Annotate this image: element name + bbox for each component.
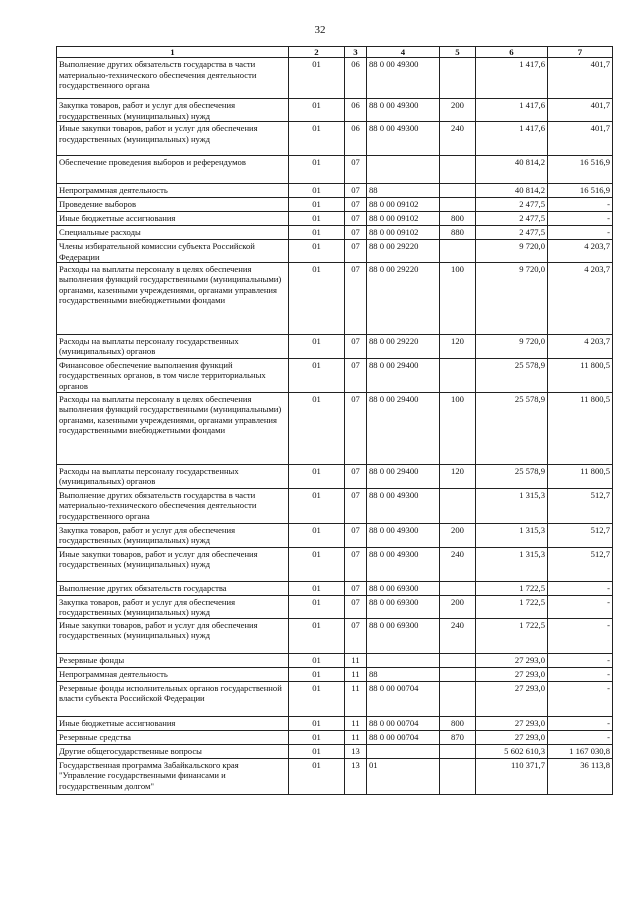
row-amount-1: 40 814,2 <box>476 184 548 198</box>
row-amount-1: 9 720,0 <box>476 335 548 359</box>
row-name: Расходы на выплаты персоналу государственных (муниципальных) органов <box>57 335 289 359</box>
row-name: Резервные фонды исполнительных органов государственной власти субъекта Российской Федерации <box>57 681 289 716</box>
row-target-article: 88 0 00 00704 <box>367 730 440 744</box>
row-expense-type <box>440 156 476 184</box>
row-podrazdel: 11 <box>345 716 367 730</box>
row-podrazdel: 07 <box>345 263 367 335</box>
table-row <box>57 716 613 730</box>
row-expense-type <box>440 582 476 596</box>
row-amount-2: - <box>548 653 613 667</box>
row-razdel: 01 <box>289 596 345 619</box>
row-expense-type <box>440 58 476 99</box>
row-name: Резервные средства <box>57 730 289 744</box>
row-podrazdel: 13 <box>345 758 367 794</box>
row-name: Иные закупки товаров, работ и услуг для обеспечения государственных (муниципальных) нужд <box>57 548 289 582</box>
row-name: Выполнение других обязательств государства <box>57 582 289 596</box>
row-amount-2: 16 516,9 <box>548 184 613 198</box>
row-amount-1: 9 720,0 <box>476 240 548 263</box>
table-row <box>57 730 613 744</box>
row-razdel: 01 <box>289 240 345 263</box>
row-razdel: 01 <box>289 618 345 653</box>
row-razdel: 01 <box>289 263 345 335</box>
row-amount-2: - <box>548 730 613 744</box>
row-amount-1: 1 722,5 <box>476 582 548 596</box>
row-target-article: 88 0 00 49300 <box>367 524 440 548</box>
table-row <box>57 681 613 716</box>
row-podrazdel: 07 <box>345 198 367 212</box>
table-row <box>57 335 613 359</box>
row-name: Финансовое обеспечение выполнения функций государственных органов, в том числе территориальных органов <box>57 359 289 393</box>
row-name: Обеспечение проведения выборов и референдумов <box>57 156 289 184</box>
table-row <box>57 548 613 582</box>
row-razdel: 01 <box>289 156 345 184</box>
row-razdel: 01 <box>289 122 345 156</box>
row-expense-type <box>440 681 476 716</box>
row-expense-type: 800 <box>440 212 476 226</box>
column-header: 2 <box>289 47 345 58</box>
row-expense-type <box>440 359 476 393</box>
table-row <box>57 393 613 465</box>
row-amount-1: 1 417,6 <box>476 99 548 122</box>
row-expense-type <box>440 198 476 212</box>
table-row <box>57 524 613 548</box>
row-amount-1: 25 578,9 <box>476 359 548 393</box>
row-podrazdel: 06 <box>345 58 367 99</box>
table-row <box>57 198 613 212</box>
row-target-article: 88 0 00 29400 <box>367 359 440 393</box>
row-amount-2: 512,7 <box>548 524 613 548</box>
row-razdel: 01 <box>289 465 345 489</box>
row-podrazdel: 07 <box>345 489 367 524</box>
row-amount-1: 1 315,3 <box>476 489 548 524</box>
row-razdel: 01 <box>289 393 345 465</box>
table-row <box>57 618 613 653</box>
column-header: 7 <box>548 47 613 58</box>
row-podrazdel: 11 <box>345 653 367 667</box>
row-name: Закупка товаров, работ и услуг для обеспечения государственных (муниципальных) нужд <box>57 99 289 122</box>
table-row <box>57 240 613 263</box>
table-row <box>57 58 613 99</box>
row-name: Выполнение других обязательств государства в части материально-технического обеспечения деятельности государственного органа <box>57 489 289 524</box>
row-name: Закупка товаров, работ и услуг для обеспечения государственных (муниципальных) нужд <box>57 596 289 619</box>
row-expense-type <box>440 744 476 758</box>
row-amount-1: 25 578,9 <box>476 393 548 465</box>
row-name: Расходы на выплаты персоналу в целях обеспечения выполнения функций государственными (муниципальными) органами, казенными учреждениями, органами управления государственными внебюджетными фондами <box>57 393 289 465</box>
table-row <box>57 744 613 758</box>
row-podrazdel: 07 <box>345 156 367 184</box>
row-name: Резервные фонды <box>57 653 289 667</box>
row-podrazdel: 07 <box>345 184 367 198</box>
row-podrazdel: 07 <box>345 596 367 619</box>
row-expense-type <box>440 184 476 198</box>
row-name: Специальные расходы <box>57 226 289 240</box>
row-amount-2: 11 800,5 <box>548 465 613 489</box>
row-target-article: 88 0 00 29220 <box>367 263 440 335</box>
table-row <box>57 758 613 794</box>
row-amount-1: 27 293,0 <box>476 667 548 681</box>
row-name: Выполнение других обязательств государства в части материально-технического обеспечения деятельности государственного органа <box>57 58 289 99</box>
row-name: Иные бюджетные ассигнования <box>57 716 289 730</box>
row-name: Иные закупки товаров, работ и услуг для обеспечения государственных (муниципальных) нужд <box>57 618 289 653</box>
row-amount-2: 36 113,8 <box>548 758 613 794</box>
row-target-article: 88 0 00 29400 <box>367 393 440 465</box>
table-row <box>57 667 613 681</box>
page-number: 32 <box>314 24 326 36</box>
row-name: Проведение выборов <box>57 198 289 212</box>
row-podrazdel: 07 <box>345 465 367 489</box>
row-amount-2: - <box>548 596 613 619</box>
row-amount-2: - <box>548 716 613 730</box>
table-row <box>57 489 613 524</box>
row-target-article <box>367 156 440 184</box>
row-expense-type: 120 <box>440 335 476 359</box>
row-razdel: 01 <box>289 667 345 681</box>
row-razdel: 01 <box>289 184 345 198</box>
row-name: Расходы на выплаты персоналу государственных (муниципальных) органов <box>57 465 289 489</box>
row-podrazdel: 11 <box>345 667 367 681</box>
row-razdel: 01 <box>289 744 345 758</box>
row-expense-type: 200 <box>440 99 476 122</box>
row-amount-1: 5 602 610,3 <box>476 744 548 758</box>
row-razdel: 01 <box>289 716 345 730</box>
column-header: 1 <box>57 47 289 58</box>
row-razdel: 01 <box>289 548 345 582</box>
row-amount-1: 1 315,3 <box>476 548 548 582</box>
row-target-article: 88 0 00 69300 <box>367 618 440 653</box>
row-expense-type: 800 <box>440 716 476 730</box>
row-expense-type: 100 <box>440 263 476 335</box>
row-razdel: 01 <box>289 758 345 794</box>
column-header: 5 <box>440 47 476 58</box>
row-amount-2: - <box>548 226 613 240</box>
row-razdel: 01 <box>289 730 345 744</box>
row-amount-1: 110 371,7 <box>476 758 548 794</box>
table-row <box>57 122 613 156</box>
row-expense-type <box>440 758 476 794</box>
row-target-article: 01 <box>367 758 440 794</box>
row-name: Другие общегосударственные вопросы <box>57 744 289 758</box>
row-amount-1: 2 477,5 <box>476 198 548 212</box>
row-target-article: 88 0 00 49300 <box>367 99 440 122</box>
row-amount-2: 11 800,5 <box>548 359 613 393</box>
table-row <box>57 359 613 393</box>
row-amount-2: - <box>548 212 613 226</box>
row-amount-1: 27 293,0 <box>476 730 548 744</box>
table-row <box>57 465 613 489</box>
row-podrazdel: 11 <box>345 681 367 716</box>
row-expense-type: 120 <box>440 465 476 489</box>
row-expense-type: 100 <box>440 393 476 465</box>
row-amount-1: 1 722,5 <box>476 596 548 619</box>
row-expense-type: 240 <box>440 122 476 156</box>
row-amount-1: 40 814,2 <box>476 156 548 184</box>
row-amount-2: - <box>548 681 613 716</box>
row-expense-type <box>440 653 476 667</box>
row-razdel: 01 <box>289 198 345 212</box>
row-amount-1: 2 477,5 <box>476 226 548 240</box>
row-razdel: 01 <box>289 489 345 524</box>
row-amount-2: 11 800,5 <box>548 393 613 465</box>
row-podrazdel: 06 <box>345 99 367 122</box>
row-amount-2: 4 203,7 <box>548 240 613 263</box>
row-target-article: 88 <box>367 667 440 681</box>
row-amount-2: 401,7 <box>548 122 613 156</box>
row-razdel: 01 <box>289 226 345 240</box>
row-target-article: 88 <box>367 184 440 198</box>
row-target-article: 88 0 00 29220 <box>367 335 440 359</box>
row-expense-type <box>440 240 476 263</box>
row-name: Государственная программа Забайкальского края "Управление государственными финансами и государственным долгом" <box>57 758 289 794</box>
row-amount-1: 1 417,6 <box>476 122 548 156</box>
row-amount-2: - <box>548 198 613 212</box>
row-amount-2: 4 203,7 <box>548 335 613 359</box>
row-expense-type: 870 <box>440 730 476 744</box>
row-amount-1: 1 722,5 <box>476 618 548 653</box>
row-amount-1: 1 417,6 <box>476 58 548 99</box>
row-amount-2: - <box>548 667 613 681</box>
row-target-article: 88 0 00 49300 <box>367 122 440 156</box>
row-name: Члены избирательной комиссии субъекта Российской Федерации <box>57 240 289 263</box>
column-header: 4 <box>367 47 440 58</box>
row-amount-2: - <box>548 618 613 653</box>
table-row <box>57 156 613 184</box>
row-name: Непрограммная деятельность <box>57 667 289 681</box>
row-amount-1: 27 293,0 <box>476 716 548 730</box>
row-podrazdel: 07 <box>345 548 367 582</box>
row-razdel: 01 <box>289 653 345 667</box>
row-target-article: 88 0 00 49300 <box>367 58 440 99</box>
row-razdel: 01 <box>289 58 345 99</box>
row-target-article: 88 0 00 29400 <box>367 465 440 489</box>
row-podrazdel: 06 <box>345 122 367 156</box>
table-row <box>57 596 613 619</box>
row-podrazdel: 07 <box>345 582 367 596</box>
row-amount-2: 401,7 <box>548 58 613 99</box>
row-amount-1: 1 315,3 <box>476 524 548 548</box>
row-podrazdel: 07 <box>345 335 367 359</box>
row-amount-2: 512,7 <box>548 548 613 582</box>
row-podrazdel: 07 <box>345 240 367 263</box>
row-razdel: 01 <box>289 212 345 226</box>
row-name: Иные бюджетные ассигнования <box>57 212 289 226</box>
row-razdel: 01 <box>289 359 345 393</box>
column-header: 3 <box>345 47 367 58</box>
row-razdel: 01 <box>289 582 345 596</box>
row-amount-2: 4 203,7 <box>548 263 613 335</box>
row-amount-1: 27 293,0 <box>476 653 548 667</box>
row-name: Закупка товаров, работ и услуг для обеспечения государственных (муниципальных) нужд <box>57 524 289 548</box>
row-target-article: 88 0 00 69300 <box>367 582 440 596</box>
row-amount-1: 25 578,9 <box>476 465 548 489</box>
row-podrazdel: 07 <box>345 212 367 226</box>
row-podrazdel: 07 <box>345 524 367 548</box>
table-row <box>57 653 613 667</box>
row-razdel: 01 <box>289 335 345 359</box>
row-target-article: 88 0 00 00704 <box>367 716 440 730</box>
row-name: Иные закупки товаров, работ и услуг для обеспечения государственных (муниципальных) нужд <box>57 122 289 156</box>
row-name: Непрограммная деятельность <box>57 184 289 198</box>
row-podrazdel: 07 <box>345 618 367 653</box>
row-podrazdel: 13 <box>345 744 367 758</box>
row-podrazdel: 11 <box>345 730 367 744</box>
row-target-article <box>367 744 440 758</box>
row-expense-type: 240 <box>440 618 476 653</box>
row-podrazdel: 07 <box>345 226 367 240</box>
row-target-article: 88 0 00 00704 <box>367 681 440 716</box>
row-amount-1: 9 720,0 <box>476 263 548 335</box>
row-expense-type <box>440 489 476 524</box>
table-row <box>57 582 613 596</box>
row-amount-2: 1 167 030,8 <box>548 744 613 758</box>
row-name: Расходы на выплаты персоналу в целях обеспечения выполнения функций государственными (муниципальными) органами, казенными учреждениями, органами управления государственными внебюджетными фондами <box>57 263 289 335</box>
row-target-article: 88 0 00 49300 <box>367 489 440 524</box>
row-amount-1: 27 293,0 <box>476 681 548 716</box>
column-header: 6 <box>476 47 548 58</box>
row-expense-type: 200 <box>440 596 476 619</box>
row-target-article: 88 0 00 09102 <box>367 198 440 212</box>
row-expense-type <box>440 667 476 681</box>
row-razdel: 01 <box>289 681 345 716</box>
row-target-article: 88 0 00 49300 <box>367 548 440 582</box>
row-podrazdel: 07 <box>345 393 367 465</box>
row-amount-1: 2 477,5 <box>476 212 548 226</box>
row-razdel: 01 <box>289 524 345 548</box>
row-expense-type: 240 <box>440 548 476 582</box>
row-amount-2: - <box>548 582 613 596</box>
row-target-article <box>367 653 440 667</box>
row-target-article: 88 0 00 69300 <box>367 596 440 619</box>
table-row <box>57 99 613 122</box>
budget-table <box>56 46 613 795</box>
table-row <box>57 226 613 240</box>
row-expense-type: 880 <box>440 226 476 240</box>
row-target-article: 88 0 00 29220 <box>367 240 440 263</box>
table-header-row <box>57 47 613 58</box>
row-expense-type: 200 <box>440 524 476 548</box>
row-amount-2: 512,7 <box>548 489 613 524</box>
row-razdel: 01 <box>289 99 345 122</box>
row-amount-2: 401,7 <box>548 99 613 122</box>
row-target-article: 88 0 00 09102 <box>367 226 440 240</box>
row-podrazdel: 07 <box>345 359 367 393</box>
table-row <box>57 184 613 198</box>
row-amount-2: 16 516,9 <box>548 156 613 184</box>
row-target-article: 88 0 00 09102 <box>367 212 440 226</box>
table-row <box>57 263 613 335</box>
table-row <box>57 212 613 226</box>
